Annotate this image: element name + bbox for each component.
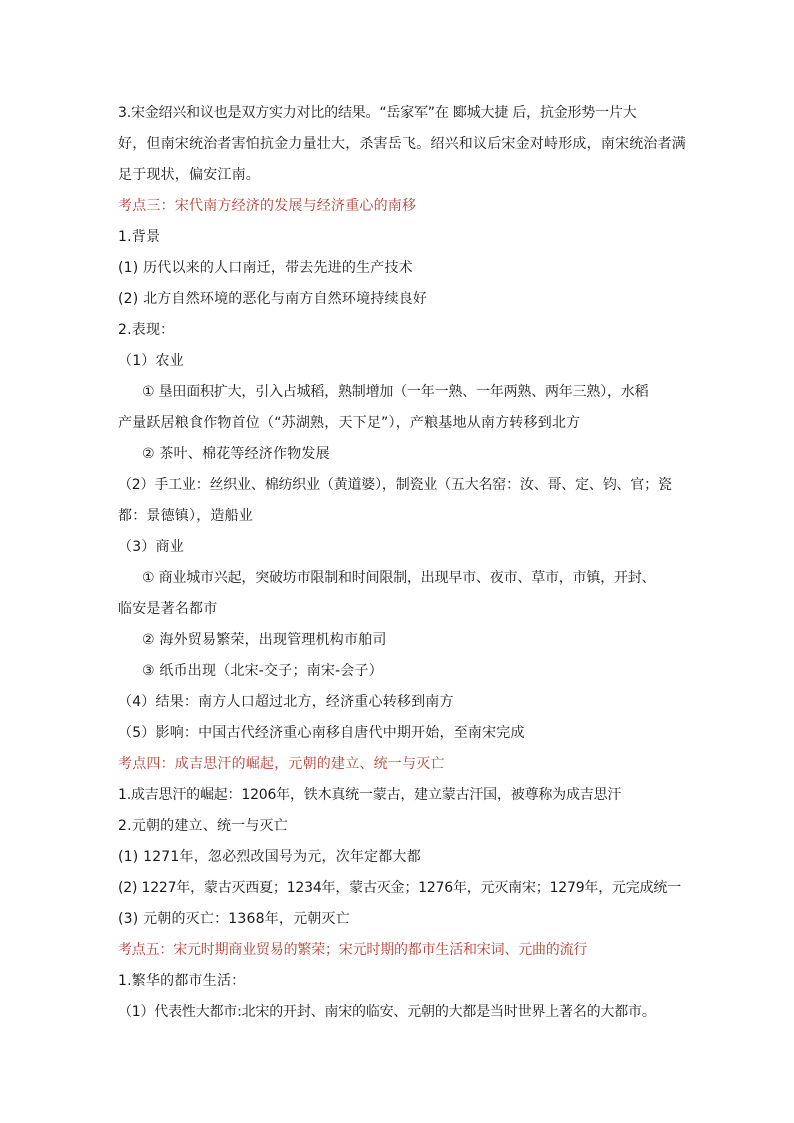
subheading: 1.成吉思汗的崛起：1206年，铁木真统一蒙古，建立蒙古汗国，被尊称为成吉思汗 (118, 787, 622, 803)
list-item: ① 商业城市兴起，突破坊市限制和时间限制，出现早市、夜市、草市，市镇，开封、 (142, 570, 656, 586)
list-item: （2）手工业：丝织业、棉纺织业（黄道婆），制瓷业（五大名窑：汝、哥、定、钧、官；瓷 (118, 477, 672, 493)
section-heading: 考点三：宋代南方经济的发展与经济重心的南移 (118, 198, 417, 214)
document-body (118, 98, 688, 1028)
paragraph-line: 足于现状，偏安江南。 (118, 167, 260, 183)
list-item: ③ 纸币出现（北宋-交子；南宋-会子） (142, 663, 383, 679)
paragraph-line: 产量跃居粮食作物首位（“苏湖熟，天下足”），产粮基地从南方转移到北方 (118, 415, 581, 431)
paragraph-line: 都：景德镇），造船业 (118, 508, 253, 524)
subheading: 2.元朝的建立、统一与灭亡 (118, 818, 288, 834)
list-item: （1）代表性大都市:北宋的开封、南宋的临安、元朝的大都是当时世界上著名的大都市。 (118, 1004, 656, 1020)
list-item: (1) 历代以来的人口南迁，带去先进的生产技术 (118, 260, 413, 276)
list-item: (3) 元朝的灭亡：1368年，元朝灭亡 (118, 911, 350, 927)
paragraph-line: 好，但南宋统治者害怕抗金力量壮大，杀害岳飞。绍兴和议后宋金对峙形成，南宋统治者满 (118, 136, 686, 152)
list-item: ② 茶叶、棉花等经济作物发展 (142, 446, 330, 462)
paragraph-line: 临安是著名都市 (118, 601, 218, 617)
list-item: (1) 1271年，忽必烈改国号为元，次年定都大都 (118, 849, 421, 865)
section-heading: 考点五：宋元时期商业贸易的繁荣；宋元时期的都市生活和宋词、元曲的流行 (118, 942, 588, 958)
list-item: （5）影响：中国古代经济重心南移自唐代中期开始，至南宋完成 (118, 725, 525, 741)
list-item: (2) 北方自然环境的恶化与南方自然环境持续良好 (118, 291, 428, 307)
list-item: （3）商业 (118, 539, 184, 555)
list-item: ① 垦田面积扩大，引入占城稻，熟制增加（一年一熟、一年两熟、两年三熟），水稻 (142, 384, 649, 400)
section-heading: 考点四：成吉思汗的崛起，元朝的建立、统一与灭亡 (118, 756, 445, 772)
list-item: （4）结果：南方人口超过北方，经济重心转移到南方 (118, 694, 454, 710)
paragraph-line: 3.宋金绍兴和议也是双方实力对比的结果。“岳家军”在 郾城大捷 后，抗金形势一片大 (118, 105, 637, 121)
list-item: ② 海外贸易繁荣，出现管理机构市舶司 (142, 632, 387, 648)
subheading: 1.背景 (118, 229, 161, 245)
subheading: 1.繁华的都市生活： (118, 973, 246, 989)
list-item: （1）农业 (118, 353, 184, 369)
subheading: 2.表现： (118, 322, 175, 338)
list-item: (2) 1227年，蒙古灭西夏；1234年，蒙古灭金；1276年，元灭南宋；1279年，元完成统一 (118, 880, 681, 896)
